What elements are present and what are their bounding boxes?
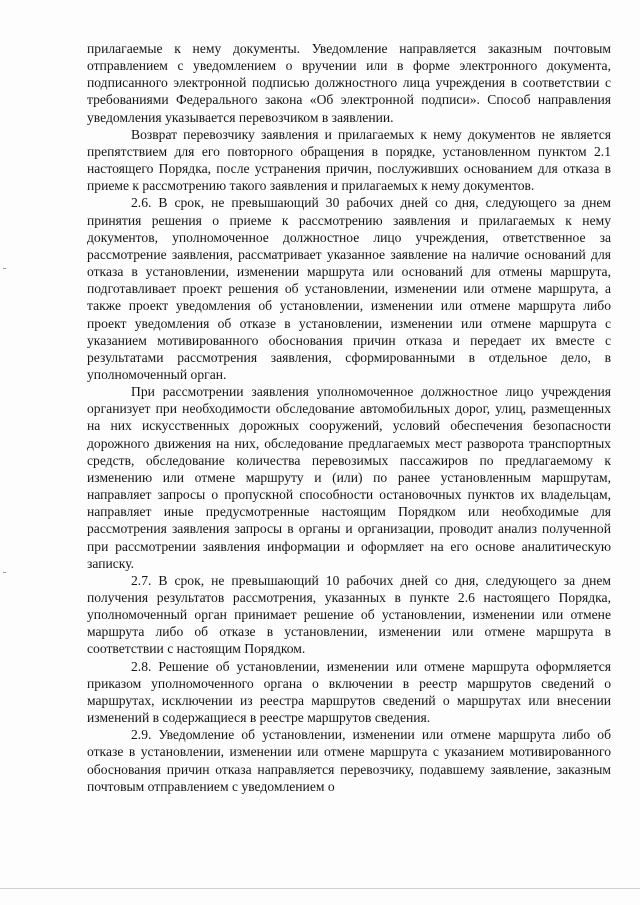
- paragraph-return-notice: Возврат перевозчику заявления и прилагаемых к нему документов не является препятствием для его повторного обращения в порядке, установленном пунктом 2.1 настоящего Порядка, после устранения причин, послуживших основанием для отказа в приеме к рассмотрению такого заявления и прилагаемых к нему документов.: [87, 126, 611, 194]
- scan-artifact-mark: [3, 572, 6, 573]
- scan-bottom-edge: [0, 888, 640, 889]
- paragraph-examination: При рассмотрении заявления уполномоченное должностное лицо учреждения организует при необходимости обследование автомобильных дорог, улиц, размещенных на них искусственных дорожных сооружений, условий обеспечения безопасности дорожного движения на них, обследование предлагаемых мест разворота транспортных средств, обследование количества перевозимых пассажиров по предлагаемому к изменению или отмене маршруту и (или) по ранее установленным маршрутам, направляет запросы о пропускной способности остановочных пунктов их владельцам, направляет иные предусмотренные настоящим Порядком или необходимые для рассмотрения заявления запросы в органы и организации, проводит анализ полученной при рассмотрении заявления информации и оформляет на его основе аналитическую записку.: [87, 384, 611, 571]
- paragraph-2-8: 2.8. Решение об установлении, изменении или отмене маршрута оформляется приказом уполномоченного органа о включении в реестр маршрутов сведений о маршрутах, исключении из реестра маршрутов сведений о маршрутах или внесении изменений в содержащиеся в реестре маршрутов сведения.: [87, 658, 611, 726]
- paragraph-2-9: 2.9. Уведомление об установлении, изменении или отмене маршрута либо об отказе в установлении, изменении или отмене маршрута с указанием мотивированного обоснования причин отказа направляется перевозчику, подавшему заявление, заказным почтовым отправлением с уведомлением о: [87, 727, 611, 794]
- paragraph-continuation: прилагаемые к нему документы. Уведомление направляется заказным почтовым отправлением с уведомлением о вручении или в форме электронного документа, подписанного электронной подписью должностного лица учреждения в соответствии с требованиями Федерального закона «Об электронной подписи». Способ направления уведомления указывается перевозчиком в заявлении.: [87, 41, 611, 125]
- paragraph-2-7: 2.7. В срок, не превышающий 10 рабочих дней со дня, следующего за днем получения результатов рассмотрения, указанных в пункте 2.6 настоящего Порядка, уполномоченный орган принимает решение об установлении, изменении или отмене маршрута либо об отказе в установлении, изменении или отмене маршрута в соответствии с настоящим Порядком.: [87, 572, 611, 657]
- paragraph-2-6: 2.6. В срок, не превышающий 30 рабочих дней со дня, следующего за днем принятия решения о приеме к рассмотрению заявления и прилагаемых к нему документов, уполномоченное должностное лицо учреждения, ответственное за рассмотрение заявления, рассматривает указанное заявление на наличие оснований для отказа в установлении, изменении маршрута или оснований для отмены маршрута, подготавливает проект решения об установлении, изменении или отмене маршрута, а также проект уведомления об установлении, изменении или отмене маршрута либо проект уведомления об отказе в установлении, изменении или отмене маршрута с указанием мотивированного обоснования причин отказа и передает их вместе с результатами рассмотрения заявления, сформированными в отдельное дело, в уполномоченный орган.: [87, 195, 611, 382]
- scan-artifact-mark: [3, 268, 6, 269]
- document-body: [87, 40, 611, 795]
